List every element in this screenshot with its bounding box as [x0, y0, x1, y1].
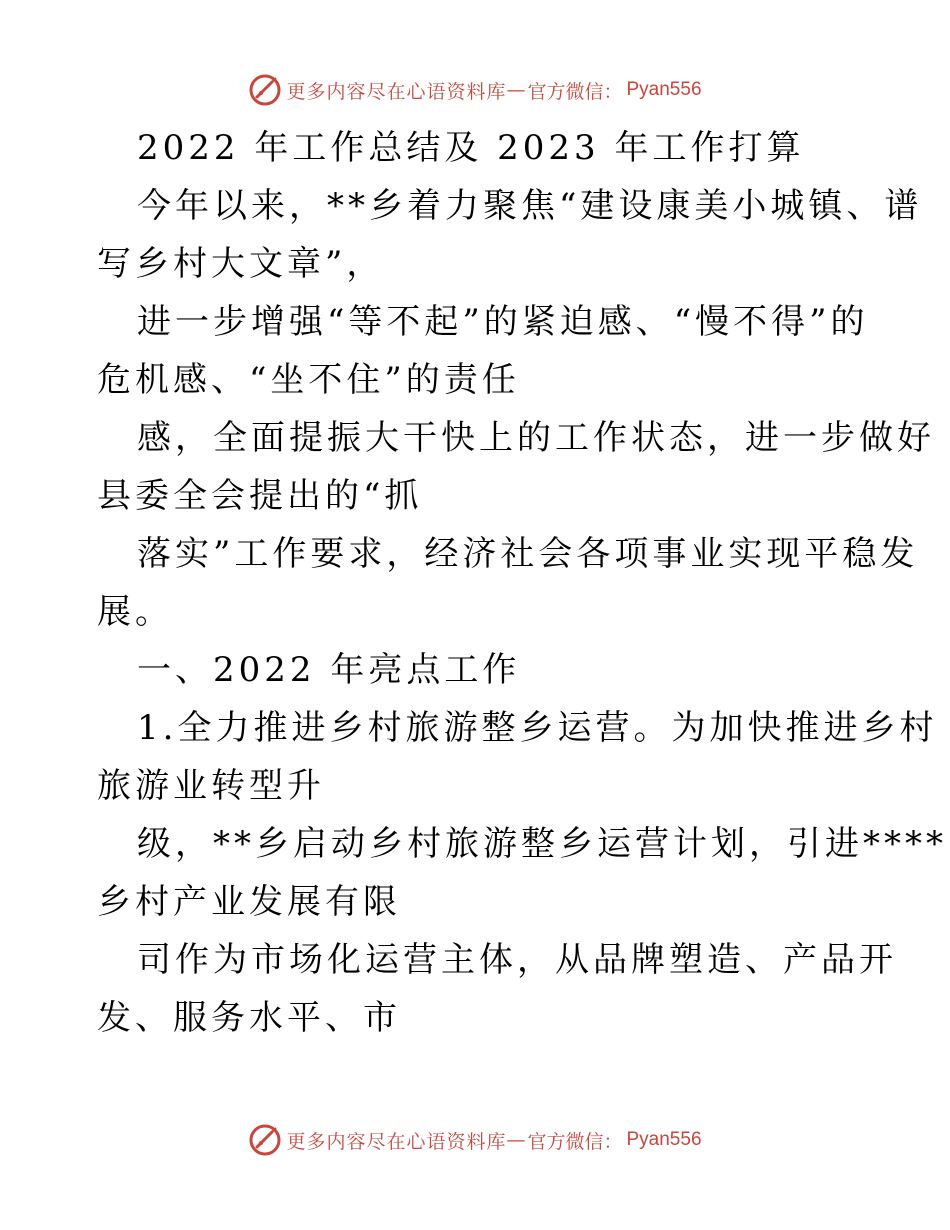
paragraph-line: 落实”工作要求，经济社会各项事业实现平稳发 — [137, 534, 919, 574]
banner-text: 更多内容尽在心语资料库 — [286, 1130, 507, 1153]
paragraph-line: 今年以来，**乡着力聚焦“建设康美小城镇、谱 — [137, 186, 923, 226]
header-watermark-banner — [0, 70, 950, 110]
paragraph-line: 级，**乡启动乡村旅游整乡运营计划，引进**** — [137, 824, 947, 864]
paragraph-line: 发、服务水平、市 — [97, 998, 401, 1038]
banner-separator: — — [506, 79, 526, 101]
paragraph-line: 1.全力推进乡村旅游整乡运营。为加快推进乡村 — [137, 708, 938, 748]
banner-separator: — — [506, 1129, 526, 1151]
paragraph-line: 危机感、“坐不住”的责任 — [97, 360, 520, 400]
paragraph-line: 进一步增强“等不起”的紧迫感、“慢不得”的 — [137, 302, 869, 342]
paragraph-line: 感，全面提振大干快上的工作状态，进一步做好 — [137, 418, 935, 458]
document-title: 2022 年工作总结及 2023 年工作打算 — [137, 128, 805, 168]
wechat-id: Pyan556 — [626, 1129, 702, 1150]
wechat-id: Pyan556 — [626, 79, 702, 100]
footer-watermark-banner — [0, 1120, 950, 1160]
paragraph-line: 乡村产业发展有限 — [97, 882, 401, 922]
section-heading: 一、2022 年亮点工作 — [137, 650, 521, 690]
document-body — [97, 122, 947, 1050]
paragraph-line: 旅游业转型升 — [97, 766, 325, 806]
banner-text: 更多内容尽在心语资料库 — [286, 80, 507, 103]
paragraph-line: 县委全会提出的“抓 — [97, 476, 423, 516]
logo-icon — [248, 73, 282, 107]
paragraph-line: 司作为市场化运营主体，从品牌塑造、产品开 — [137, 940, 897, 980]
paragraph-line: 写乡村大文章”， — [97, 244, 385, 284]
wechat-label: 官方微信： — [527, 1130, 623, 1153]
logo-icon — [248, 1123, 282, 1157]
wechat-label: 官方微信： — [527, 80, 623, 103]
paragraph-line: 展。 — [97, 592, 173, 632]
